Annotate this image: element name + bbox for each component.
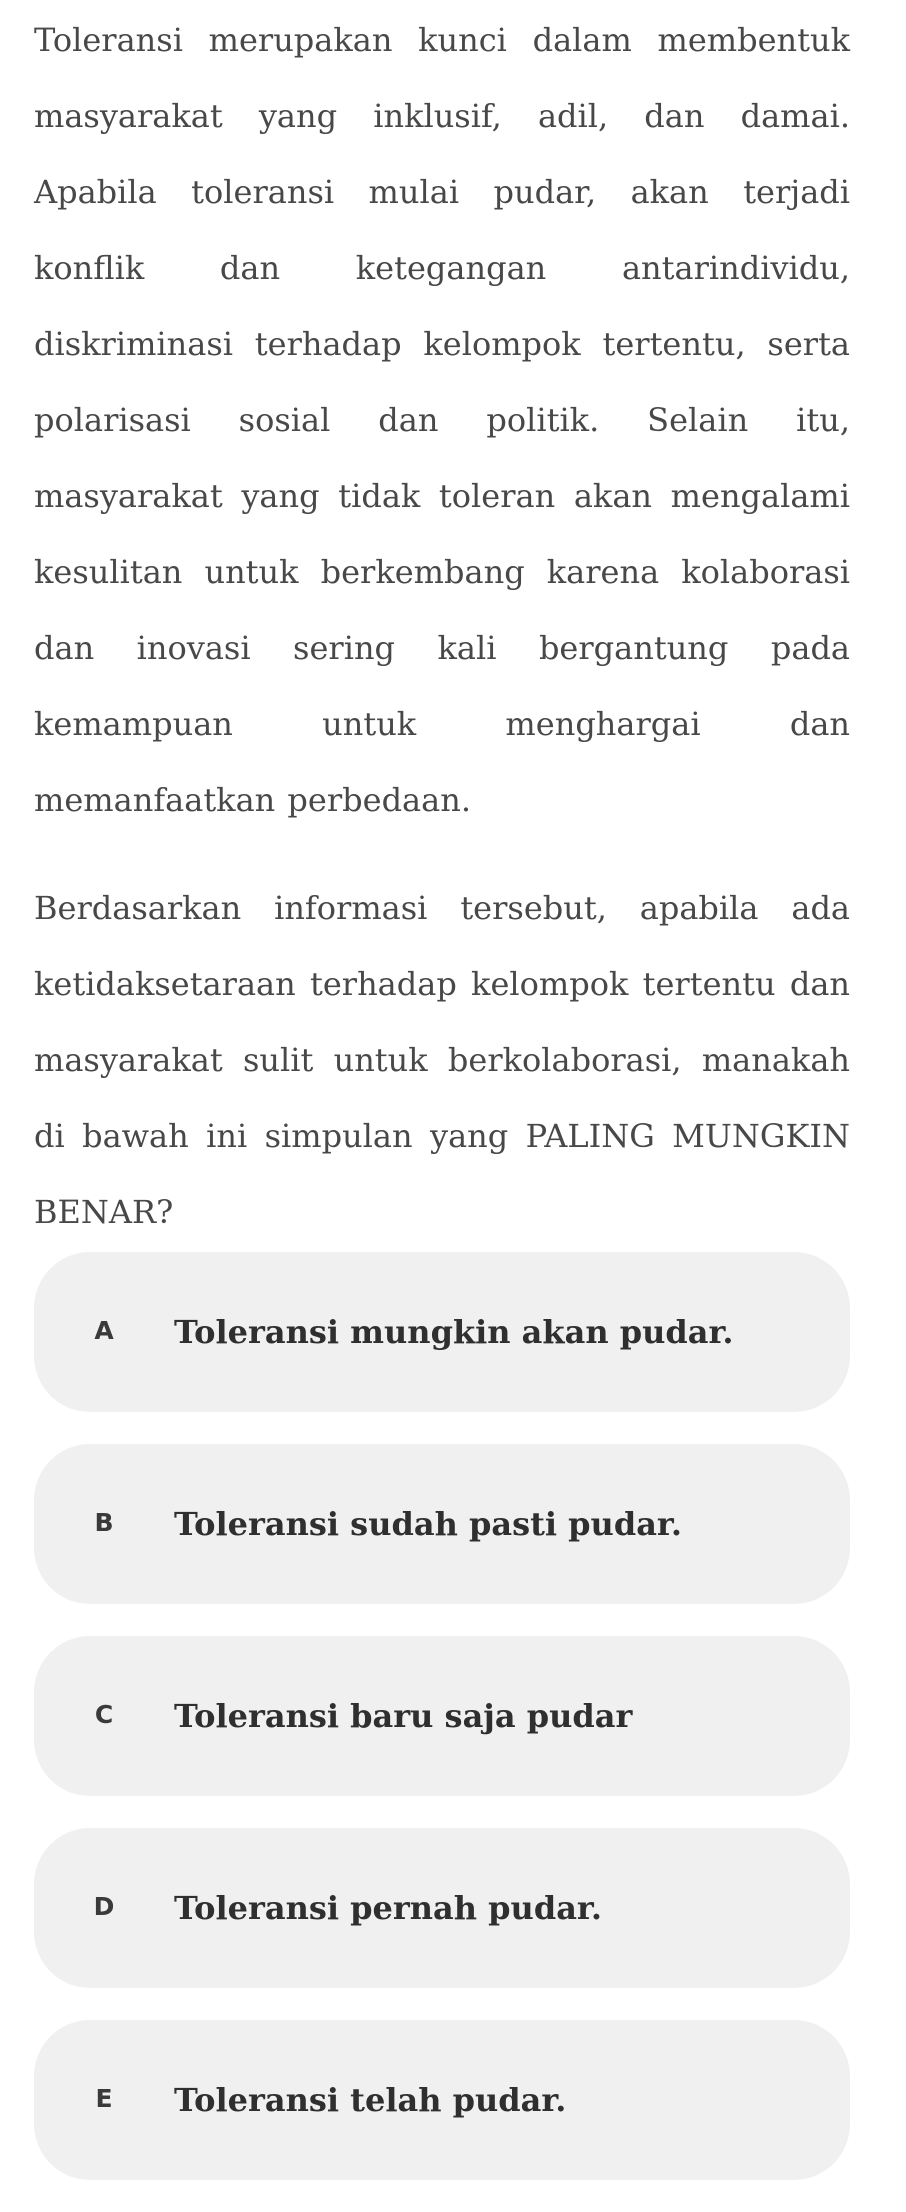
option-text: Toleransi pernah pudar.	[174, 1889, 602, 1927]
passage-paragraph-1: Toleransi merupakan kunci dalam membentuk masyarakat yang inklusif, adil, dan damai. Apabila toleransi mulai pudar, akan terjadi konflik dan ketegangan antarindividu, diskriminasi terhadap kelompok tertentu, serta polarisasi sosial dan politik. Selain itu, masyarakat yang tidak toleran akan mengalami kesulitan untuk berkembang karena kolaborasi dan inovasi sering kali bergantung pada kemampuan untuk menghargai dan memanfaatkan perbedaan.	[34, 21, 850, 819]
option-letter: B	[94, 1507, 114, 1537]
option-b[interactable]	[34, 1444, 850, 1604]
option-a[interactable]	[34, 1252, 850, 1412]
option-letter: E	[95, 2083, 113, 2113]
option-text: Toleransi telah pudar.	[174, 2081, 567, 2119]
option-c[interactable]	[34, 1636, 850, 1796]
question-passage	[34, 0, 850, 1250]
option-letter: D	[93, 1891, 115, 1921]
question-prompt: Berdasarkan informasi tersebut, apabila ada ketidaksetaraan terhadap kelompok tertentu dan masyarakat sulit untuk berkolaborasi, manakah di bawah ini simpulan yang PALING MUNGKIN BENAR?	[34, 889, 850, 1231]
option-text: Toleransi sudah pasti pudar.	[174, 1505, 682, 1543]
option-letter: C	[94, 1699, 114, 1729]
option-text: Toleransi baru saja pudar	[174, 1697, 633, 1735]
answer-options	[34, 1252, 850, 2212]
option-e[interactable]	[34, 2020, 850, 2180]
option-d[interactable]	[34, 1828, 850, 1988]
option-text: Toleransi mungkin akan pudar.	[174, 1313, 734, 1351]
option-letter: A	[94, 1315, 114, 1345]
